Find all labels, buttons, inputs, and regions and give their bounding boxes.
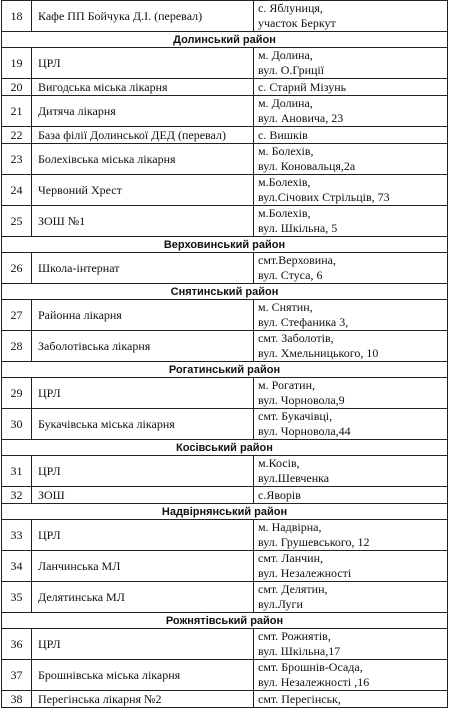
facility-address: смт. Букачівці, вул. Чорновола,44 [254,409,448,440]
facility-name: ЗОШ №1 [32,206,254,237]
facility-name: Болехівська міська лікарня [32,144,254,175]
table-row [2,551,448,582]
facility-name: Делятинська МЛ [32,582,254,613]
facility-address: смт. Брошнів-Осада, вул. Незалежності ,16 [254,660,448,691]
section-title: Верховинський район [2,237,448,253]
row-number: 24 [2,175,32,206]
row-number: 31 [2,456,32,487]
row-number: 32 [2,487,32,504]
facility-name: ЦРЛ [32,520,254,551]
table-row [2,79,448,96]
facility-address: с. Вишків [254,127,448,144]
row-number: 27 [2,300,32,331]
table-row [2,691,448,708]
table-row [2,1,448,32]
section-header-row [2,613,448,629]
table-row [2,487,448,504]
table-row [2,144,448,175]
facility-name: ЗОШ [32,487,254,504]
facility-name: ЦРЛ [32,456,254,487]
facility-name: Школа-інтернат [32,253,254,284]
facility-address: м. Долина, вул. Ановича, 23 [254,96,448,127]
facility-address: м. Долина, вул. О.Гриції [254,48,448,79]
facility-name: ЦРЛ [32,629,254,660]
row-number: 29 [2,378,32,409]
facility-name: Букачівська міська лікарня [32,409,254,440]
section-title: Снятинський район [2,284,448,300]
table-row [2,175,448,206]
facility-name: Червоний Хрест [32,175,254,206]
section-header-row [2,237,448,253]
table-row [2,456,448,487]
facility-name: Брошнівська міська лікарня [32,660,254,691]
section-title: Рогатинський район [2,362,448,378]
table-row [2,409,448,440]
table-row [2,331,448,362]
section-header-row [2,440,448,456]
facility-name: Вигодська міська лікарня [32,79,254,96]
facility-address: смт. Перегінськ, [254,691,448,708]
row-number: 22 [2,127,32,144]
document-page [1,0,447,708]
facility-name: ЦРЛ [32,378,254,409]
table-row [2,96,448,127]
facility-address: м. Болехів, вул. Коновальця,2а [254,144,448,175]
table-body [2,1,448,708]
table-row [2,582,448,613]
section-header-row [2,32,448,48]
row-number: 38 [2,691,32,708]
table-row [2,629,448,660]
row-number: 37 [2,660,32,691]
row-number: 36 [2,629,32,660]
facility-address: с.Яворів [254,487,448,504]
table-row [2,206,448,237]
table-row [2,127,448,144]
row-number: 33 [2,520,32,551]
table-row [2,253,448,284]
row-number: 25 [2,206,32,237]
facility-address: смт. Делятин, вул.Луги [254,582,448,613]
hospital-table [1,0,448,708]
facility-address: м. Надвірна, вул. Грушевського, 12 [254,520,448,551]
facility-name: Кафе ПП Бойчука Д.І. (перевал) [32,1,254,32]
facility-name: Дитяча лікарня [32,96,254,127]
row-number: 28 [2,331,32,362]
row-number: 23 [2,144,32,175]
facility-name: База філії Долинської ДЕД (перевал) [32,127,254,144]
row-number: 20 [2,79,32,96]
row-number: 18 [2,1,32,32]
table-row [2,378,448,409]
facility-address: м.Болехів, вул.Січових Стрільців, 73 [254,175,448,206]
facility-address: смт. Заболотів, вул. Хмельницького, 10 [254,331,448,362]
row-number: 35 [2,582,32,613]
table-row [2,48,448,79]
row-number: 26 [2,253,32,284]
facility-name: Перегінська лікарня №2 [32,691,254,708]
facility-address: смт. Ланчин, вул. Незалежності [254,551,448,582]
row-number: 19 [2,48,32,79]
section-title: Долинський район [2,32,448,48]
section-header-row [2,284,448,300]
row-number: 30 [2,409,32,440]
facility-address: м.Болехів, вул. Шкільна, 5 [254,206,448,237]
section-title: Косівський район [2,440,448,456]
section-title: Рожнятівський район [2,613,448,629]
facility-address: смт. Рожнятів, вул. Шкільна,17 [254,629,448,660]
facility-address: смт.Верховина, вул. Стуса, 6 [254,253,448,284]
facility-name: ЦРЛ [32,48,254,79]
table-row [2,520,448,551]
section-header-row [2,362,448,378]
table-row [2,300,448,331]
table-row [2,660,448,691]
facility-address: м.Косів, вул.Шевченка [254,456,448,487]
row-number: 34 [2,551,32,582]
facility-address: м. Снятин, вул. Стефаника 3, [254,300,448,331]
facility-address: с. Старий Мізунь [254,79,448,96]
facility-address: с. Яблуниця, участок Беркут [254,1,448,32]
facility-name: Ланчинська МЛ [32,551,254,582]
section-header-row [2,504,448,520]
section-title: Надвірнянський район [2,504,448,520]
facility-name: Районна лікарня [32,300,254,331]
facility-name: Заболотівська лікарня [32,331,254,362]
row-number: 21 [2,96,32,127]
facility-address: м. Рогатин, вул. Чорновола,9 [254,378,448,409]
